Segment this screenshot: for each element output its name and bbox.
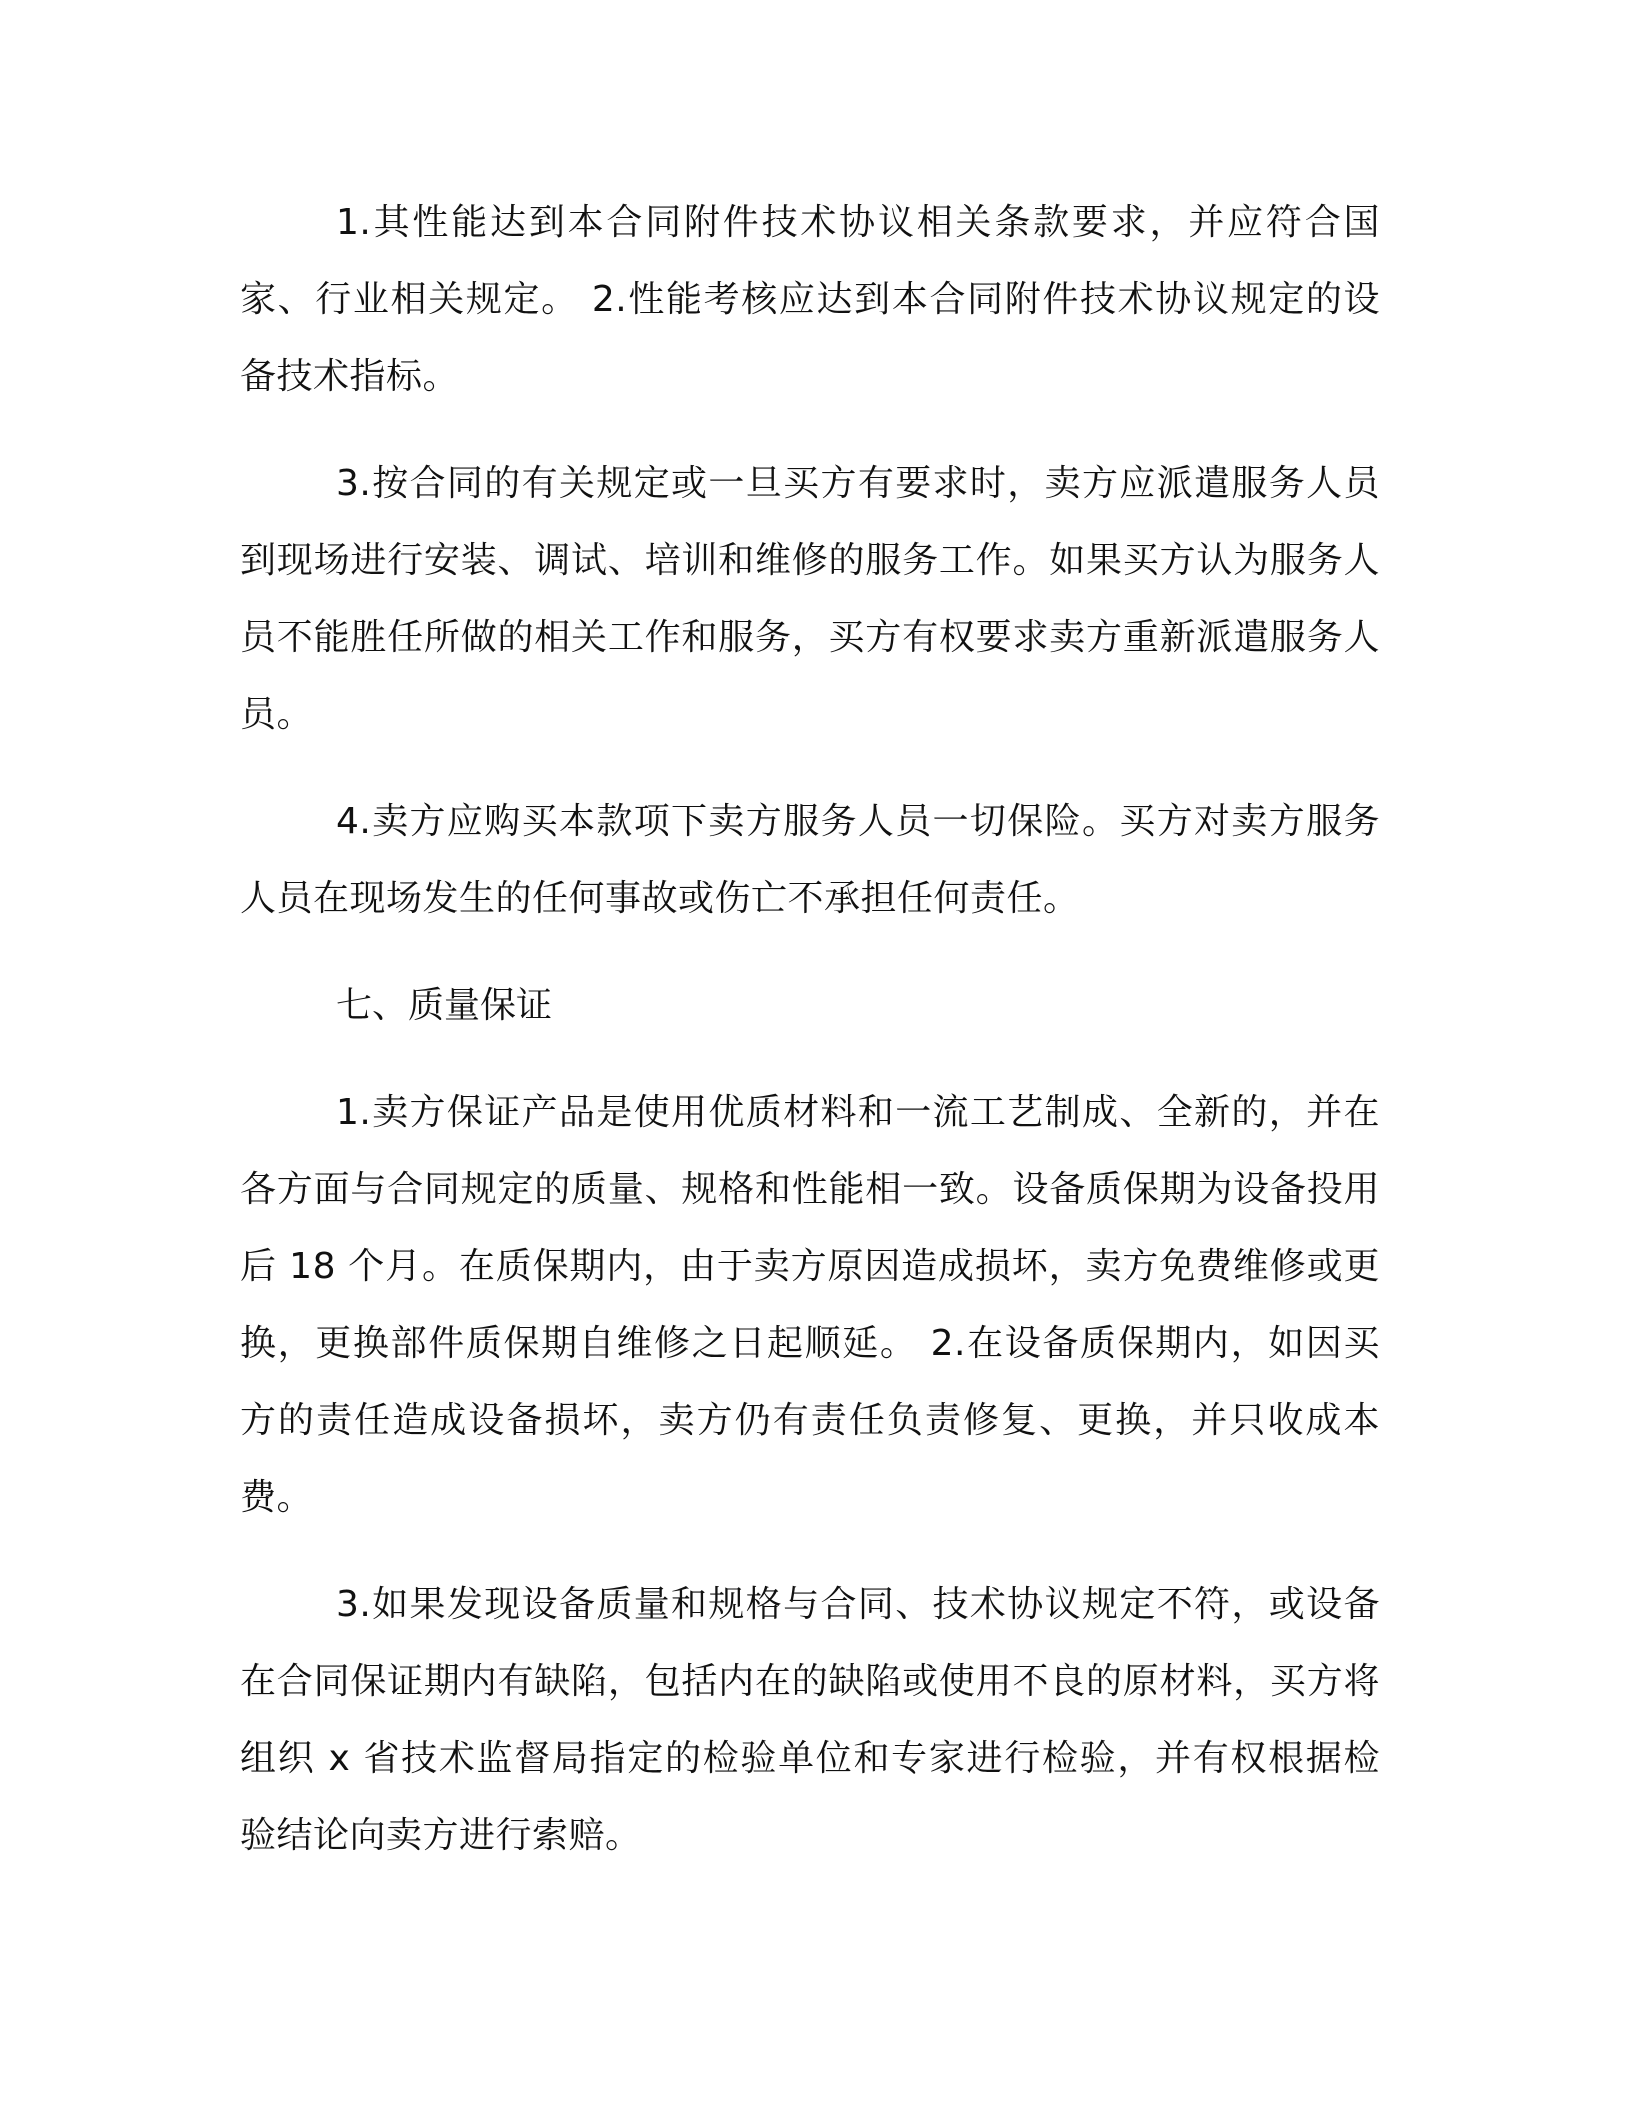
paragraph-warranty: 1.卖方保证产品是使用优质材料和一流工艺制成、全新的，并在各方面与合同规定的质量、规格和性能相一致。设备质保期为设备投用后 18 个月。在质保期内，由于卖方原因造成损坏，卖方免费维修或更换，更换部件质保期自维修之日起顺延。 2.在设备质保期内，如因买方的责任造成设备损坏，卖方仍有责任负责修复、更换，并只收成本费。 (240, 1092, 1380, 1518)
paragraph-service-personnel: 3.按合同的有关规定或一旦买方有要求时，卖方应派遣服务人员到现场进行安装、调试、培训和维修的服务工作。如果买方认为服务人员不能胜任所做的相关工作和服务，买方有权要求卖方重新派遣服务人员。 (240, 463, 1380, 735)
paragraph-performance: 1.其性能达到本合同附件技术协议相关条款要求，并应符合国家、行业相关规定。 2.性能考核应达到本合同附件技术协议规定的设备技术指标。 (240, 202, 1380, 397)
document-page (240, 184, 1380, 1874)
paragraph-inspection-claims: 3.如果发现设备质量和规格与合同、技术协议规定不符，或设备在合同保证期内有缺陷，包括内在的缺陷或使用不良的原材料，买方将组织 x 省技术监督局指定的检验单位和专家进行检验，并有权根据检验结论向卖方进行索赔。 (240, 1584, 1380, 1856)
section-heading-quality-guarantee: 七、质量保证 (336, 985, 553, 1026)
paragraph-insurance: 4.卖方应购买本款项下卖方服务人员一切保险。买方对卖方服务人员在现场发生的任何事故或伤亡不承担任何责任。 (240, 801, 1380, 919)
